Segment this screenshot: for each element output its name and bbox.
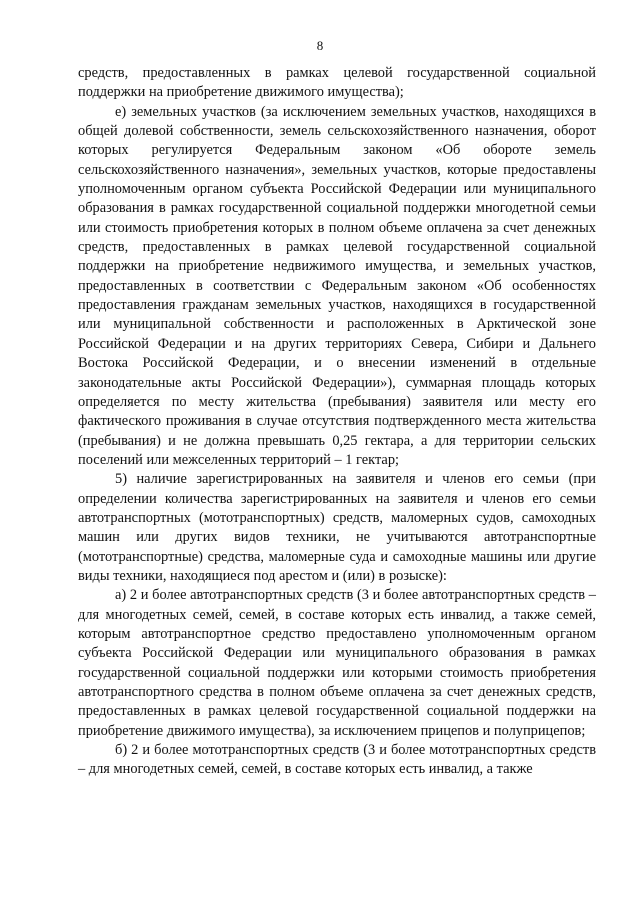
paragraph-item-5-vehicles: 5) наличие зарегистрированных на заявителя и членов его семьи (при определении количества зарегистрированных на заявителя и членов его семьи автотранспортных (мототранспортных) средств, маломерных судов, самоходных машин или других видов техники, не учитываются автотранспортные (мототранспортные) средства, маломерные суда и самоходные машины или другие виды техники, находящиеся под арестом и (или) в розыске): <box>78 471 596 584</box>
document-body <box>78 64 596 780</box>
paragraph-item-e-land-plots: е) земельных участков (за исключением земельных участков, находящихся в общей долевой собственности, земель сельскохозяйственного назначения, оборот которых регулируется Федеральным законом «Об обороте земель сельскохозяйственного назначения», земельных участков, которые предоставлены уполномоченным органом субъекта Российской Федерации или муниципального образования в рамках государственной социальной поддержки многодетной семьи или стоимость приобретения которых в полном объеме оплачена за счет денежных средств, предоставленных в рамках целевой государственной социальной поддержки на приобретение недвижимого имущества, и земельных участков, предоставленных в соответствии с Федеральным законом «Об особенностях предоставления гражданам земельных участков, находящихся в государственной или муниципальной собственности и расположенных в Арктической зоне Российской Федерации и на других территориях Севера, Сибири и Дальнего Востока Российской Федерации, и о внесении изменений в отдельные законодательные акты Российской Федерации»), суммарная площадь которых определяется по месту жительства (пребывания) заявителя или месту его фактического проживания в случае отсутствия подтвержденного места жительства (пребывания) и не должна превышать 0,25 гектара, а для территории сельских поселений или межселенных территорий – 1 гектар; <box>78 103 596 468</box>
page-number: 8 <box>316 38 324 53</box>
paragraph-subitem-b-motorcycles: б) 2 и более мототранспортных средств (3 и более мототранспортных средств – для многодетных семей, семей, в составе которых есть инвалид, а также <box>78 742 596 778</box>
paragraph-continuation: средств, предоставленных в рамках целевой государственной социальной поддержки на приобретение движимого имущества); <box>78 65 596 101</box>
paragraph-subitem-a-cars: а) 2 и более автотранспортных средств (3 и более автотранспортных средств – для многодетных семей, семей, в составе которых есть инвалид, а также семей, которым автотранспортное средство предоставлено уполномоченным органом субъекта Российской Федерации или муниципального образования в рамках государственной социальной поддержки или которыми стоимость приобретения автотранспортного средства в полном объеме оплачена за счет денежных средств, предоставленных в рамках целевой государственной социальной поддержки на приобретение движимого имущества), за исключением прицепов и полуприцепов; <box>78 587 596 739</box>
